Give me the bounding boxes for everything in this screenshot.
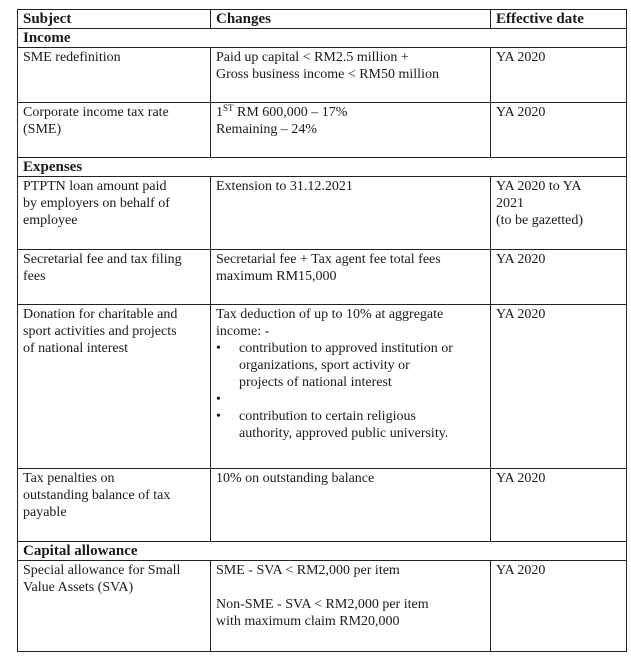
changes-cell: Secretarial fee + Tax agent fee total fees maximum RM15,000 <box>216 252 441 284</box>
date-cell: YA 2020 <box>496 307 546 322</box>
header-changes: Changes <box>211 10 491 29</box>
date-cell: YA 2020 <box>496 50 546 65</box>
tax-changes-table <box>17 9 627 652</box>
date-cell: YA 2020 to YA 2021 (to be gazetted) <box>496 179 584 228</box>
changes-cell: Paid up capital < RM2.5 million + Gross business income < RM50 million <box>216 50 439 82</box>
table-row <box>18 305 627 469</box>
subject-cell: Secretarial fee and tax filing fees <box>23 252 182 284</box>
section-row-expenses <box>18 158 627 177</box>
list-item: • contribution to approved institution or organizations, sport activity or projects of national interest <box>216 340 485 391</box>
table-row <box>18 250 627 305</box>
date-cell: YA 2020 <box>496 105 546 120</box>
bullet-list <box>216 340 485 442</box>
section-capital-allowance: Capital allowance <box>18 542 627 561</box>
header-effective-date: Effective date <box>491 10 627 29</box>
date-cell: YA 2020 <box>496 471 546 486</box>
changes-cell: SME - SVA < RM2,000 per item Non-SME - SVA < RM2,000 per item with maximum claim RM20,000 <box>211 561 491 652</box>
table-row <box>18 469 627 542</box>
changes-cell: 10% on outstanding balance <box>216 471 375 486</box>
header-row <box>18 10 627 29</box>
section-expenses: Expenses <box>18 158 627 177</box>
subject-cell: SME redefinition <box>23 50 121 65</box>
section-income: Income <box>18 29 627 48</box>
section-row-capital-allowance <box>18 542 627 561</box>
subject-cell: Corporate income tax rate (SME) <box>23 105 169 137</box>
date-cell: YA 2020 <box>496 563 546 578</box>
header-subject: Subject <box>18 10 211 29</box>
table-row <box>18 48 627 103</box>
table-row <box>18 177 627 250</box>
changes-cell: Extension to 31.12.2021 <box>216 179 353 194</box>
section-row-income <box>18 29 627 48</box>
changes-cell: 1ST RM 600,000 – 17% Remaining – 24% <box>211 103 491 158</box>
subject-cell: Tax penalties on outstanding balance of tax payable <box>23 471 171 520</box>
table-row <box>18 561 627 652</box>
list-item: • contribution to certain religious authority, approved public university. <box>216 408 485 442</box>
subject-cell: Special allowance for Small Value Assets (SVA) <box>23 563 181 595</box>
subject-cell: Donation for charitable and sport activities and projects of national interest <box>23 307 178 356</box>
changes-cell: Tax deduction of up to 10% at aggregate income: - • contribution to approved institution or organizations, sport activity or projects of national interest • • contribution to certain religious authority, approved public university. <box>211 305 491 469</box>
subject-cell: PTPTN loan amount paid by employers on behalf of employee <box>23 179 170 228</box>
table-row <box>18 103 627 158</box>
date-cell: YA 2020 <box>496 252 546 267</box>
